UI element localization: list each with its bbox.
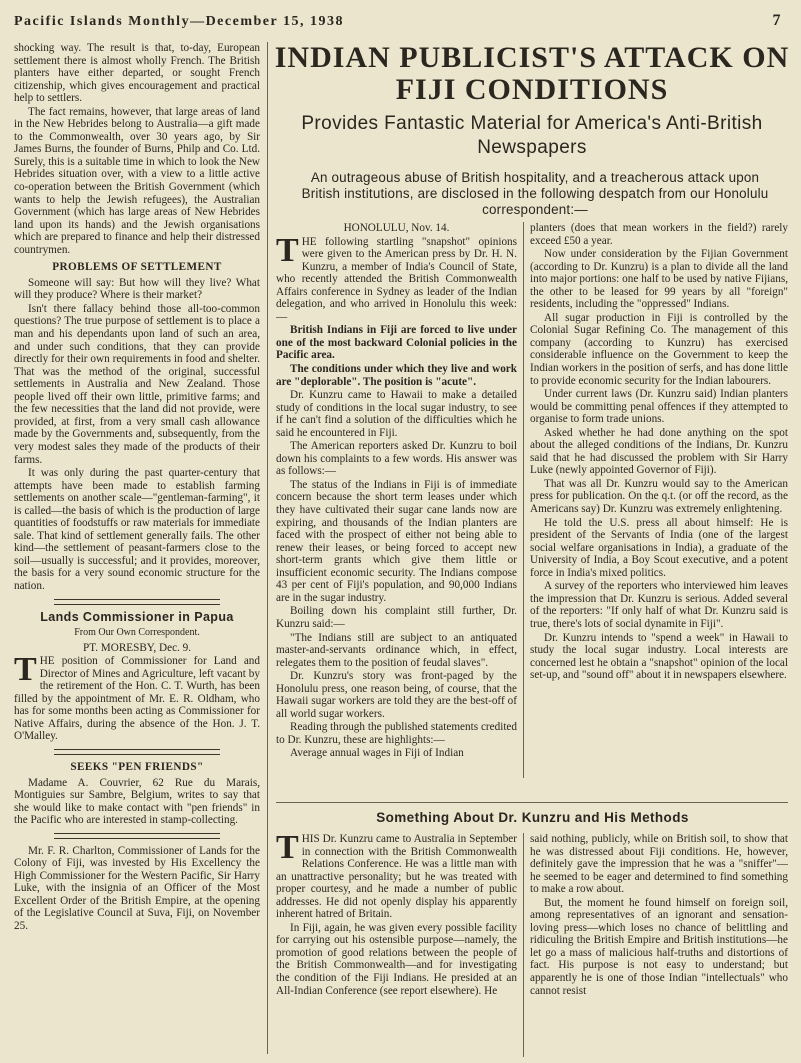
drop-cap: T	[14, 651, 37, 689]
main-column-2	[530, 222, 788, 778]
paragraph: But, the moment he found himself on foreign soil, among representatives of an ignorant and sensation-loving press—which loses no chance of belittling and ridiculing the British Empire and British institutions—he let go a mass of malicious half-truths and distortions of fact. His purpose is not easy to understand; but apparently he is one of those Indian "intellectuals" who cannot resist	[530, 896, 788, 997]
intro: An outrageous abuse of British hospitality, and a treacherous attack upon British institutions, are disclosed in the following despatch from our Honolulu correspondent:—	[301, 170, 769, 217]
paragraph: Dr. Kunzru came to Hawaii to make a detailed study of conditions in the local sugar industry, to see if he can't find a solution of the difficulties which he said he encountered in Fiji.	[276, 389, 517, 439]
paragraph: "The Indians still are subject to an antiquated master-and-servants ordinance which, in effect, relegates them to the position of feudal slaves".	[276, 631, 517, 669]
paragraph: The American reporters asked Dr. Kunzru to boil down his complaints to a few words. His answer was as follows:—	[276, 440, 517, 478]
column-rule-middle-top	[523, 222, 524, 778]
paragraph: The status of the Indians in Fiji is of immediate concern because the short term leases under which they have cultivated their sugar cane lands now are expiring, and thousands of the Indian planters are faced with the prospect of either not being able to renew their leases, or being forced to accept new short-term grants which give them little or insufficient economic security. The Indians compose 43 per cent of Fiji's population, and 90,000 Indians are in the sugar industry.	[276, 478, 517, 604]
paragraph: Now under consideration by the Fijian Government (according to Dr. Kunzru) is a plan to divide all the land into major portions: one half to be used by native Fijians, the other to be leased for 99 years by all "foreign" residents, including the "oppressed" Indians.	[530, 248, 788, 311]
paragraph: Madame A. Couvrier, 62 Rue du Marais, Montiguies sur Sambre, Belgium, writes to say that she would like to make contact with "pen friends" in the Pacific who are interested in stamp-collecting.	[14, 776, 260, 827]
second-column-1	[276, 833, 517, 1057]
left-column	[14, 42, 260, 1054]
paragraph: He told the U.S. press all about himself: He is president of the Servants of India (one of the largest social welfare organisations in India), a graduate of the University of India, a Boy Scout executive, and a potent force in India's mixed politics.	[530, 516, 788, 579]
drop-cap: T	[276, 231, 299, 269]
paragraph: It was only during the past quarter-century that attempts have been made to establish farming settlements on another scale—"gentleman-farming", it is called—the basis of which is the production of large quantities of foodstuffs or raw materials for immediate sale. That kind of settlement generally fails. The other kind—the settlement of peasant-farmers close to the soil—usually is successful; and it provides, moreover, the basis for a very sound economic structure for the nation.	[14, 467, 260, 592]
divider	[54, 749, 220, 755]
paragraph: Isn't there fallacy behind those all-too-common questions? The true purpose of settlement is to place a man and his dependants upon land of such an area, and under such conditions, that they can provide directly for their own requirements in food and shelter. That was the method of the original, successful settlements in Australia and New Zealand. Those people lived off their own little, primitive farms; and the few necessities that the land did not provide, were provided, at first, from a very small cash allowance made by the Governments and, subsequently, from the very modest sales they made of the products of their farms.	[14, 302, 260, 466]
paragraph: Average annual wages in Fiji of Indian	[290, 747, 464, 760]
lead-text: HE following startling "snapshot" opinions were given to the American press by Dr. H. N. Kunzru, a member of India's Council of State, who recently attended the British Commonwealth Affairs conference in Sydney as leader of the Indian delegation, and who arrived in Honolulu this week:—	[276, 235, 517, 323]
paragraph: said nothing, publicly, while on British soil, to show that he was distressed about Fiji conditions. He, however, definitely gave the impression that he was a "sniffer"—he seemed to be eager and determined to find something to make a row about.	[530, 833, 788, 896]
paragraph: Dr. Kunzru intends to "spend a week" in Hawaii to study the local sugar industry. Local interests are concerned lest he obtain a "snapshot" opinion of the local set-up, and "sound off" about it in newspapers elsewhere.	[530, 631, 788, 682]
papua-paragraph	[14, 651, 260, 743]
paragraph: Under current laws (Dr. Kunzru said) Indian planters would be committing penal offences if they attempted to organise to form trade unions.	[530, 388, 788, 426]
drop-cap: T	[276, 833, 299, 866]
paragraph: Reading through the published statements credited to Dr. Kunzru, these are highlights:—	[276, 721, 517, 746]
heading-pen-friends: SEEKS "PEN FRIENDS"	[70, 760, 204, 773]
bold-item: British Indians in Fiji are forced to live under one of the most backward Colonial policies in the Pacific area.	[276, 324, 517, 362]
subheading-problems: PROBLEMS OF SETTLEMENT	[52, 261, 222, 274]
column-rule-left	[267, 42, 268, 1054]
lead-paragraph	[276, 231, 517, 324]
divider	[54, 833, 220, 839]
paragraph: Asked whether he had done anything on the spot about the alleged conditions of the Indians, Dr. Kunzru said that he had discussed the problem with Sir Harry Luke (newly appointed Governor of Fiji).	[530, 426, 788, 477]
lead-text: HIS Dr. Kunzru came to Australia in September in connection with the British Commonwealth Relations Conference. He was a little man with an unattractive personality; but he was treated with proper courtesy, and he made a number of public addresses. He did not openly display his apparently inherent hatred of Britain.	[276, 833, 517, 921]
headline: INDIAN PUBLICIST'S ATTACK ON FIJI CONDITIONS	[274, 41, 790, 106]
byline: From Our Own Correspondent.	[74, 627, 200, 639]
main-column-1	[276, 222, 517, 778]
column-rule-middle-bottom	[523, 833, 524, 1057]
running-head	[14, 14, 786, 34]
papua-text: HE position of Commissioner for Land and Director of Mines and Agriculture, left vacant by the retirement of the Hon. C. T. Wurth, has been filled by the appointment of Mr. E. R. Oldham, who has for some months been acting as Commissioner for Native Affairs, during the absence of the Hon. J. T. O'Malley.	[14, 655, 260, 743]
section-heading-kunzru: Something About Dr. Kunzru and His Methods	[376, 810, 689, 825]
section-rule	[276, 802, 788, 803]
dateline: HONOLULU, Nov. 14.	[343, 222, 450, 234]
paragraph: The fact remains, however, that large areas of land in the New Hebrides belong to Australia—a gift made to the Commonwealth, over 30 years ago, by Sir James Burns, the founder of Burns, Philp and Co. Ltd. Surely, this is a suitable time in which to look the New Hebrides situation over, with a view to a little active co-operation between the British Government (which wants to help the Jewish refugees), the Australian Government (which has large areas of New Hebrides land upon its hands) and the Jewish organisations which are prepared to finance and help their distressed countrymen.	[14, 105, 260, 256]
page-number: 7	[772, 12, 782, 29]
divider	[54, 599, 220, 605]
bold-item: The conditions under which they live and work are "deplorable". The position is "acute".	[276, 363, 517, 388]
paragraph: A survey of the reporters who interviewed him leaves the impression that Dr. Kunzru is serious. Added several of the reporters: "If only half of what Dr. Kunzru said is true, there's lots of social dynamite in Fiji".	[530, 580, 788, 630]
paragraph: shocking way. The result is that, to-day, European settlement there is almost wholly French. The British planters have either departed, or sought French citizenship, which gives encouragement and practical help to settlers.	[14, 42, 260, 105]
heading-papua: Lands Commissioner in Papua	[40, 609, 234, 624]
paragraph: planters (does that mean workers in the field?) rarely exceed £50 a year.	[530, 222, 788, 247]
paragraph: Boiling down his complaint still further, Dr. Kunzru said:—	[276, 605, 517, 630]
paragraph: That was all Dr. Kunzru would say to the American press for publication. On the q.t. (or off the record, as the Americans say) Dr. Kunzru was extremely enlightening.	[530, 477, 788, 516]
deck: Provides Fantastic Material for America's Anti-British Newspapers	[301, 113, 763, 158]
second-column-2	[530, 833, 788, 1057]
paragraph: Mr. F. R. Charlton, Commissioner of Lands for the Colony of Fiji, was invested by His Excellency the High Commissioner for the Western Pacific, Sir Harry Luke, with the insignia of an Officer of the Most Excellent Order of the British Empire, at the opening of the Legislative Council at Suva, Fiji, on November 25.	[14, 844, 260, 932]
lead-paragraph	[276, 833, 517, 921]
paragraph: All sugar production in Fiji is controlled by the Colonial Sugar Refining Co. The management of this company (according to Kunzru) has exercised considerable influence on the Government to keep the Indian workers in the position of serfs, and has done little to provide economic security for the Indian labourers.	[530, 311, 788, 387]
dateline: PT. MORESBY, Dec. 9.	[82, 641, 192, 654]
paragraph: In Fiji, again, he was given every possible facility for carrying out his ostensible purpose—namely, the promotion of good relations between the people of the British Commonwealth—and for investigating the condition of the Fiji Indians. He presided at an All-Indian Conference (see report elsewhere). He	[276, 921, 517, 997]
running-head-title: Pacific Islands Monthly—December 15, 1938	[14, 14, 344, 29]
paragraph: Dr. Kunzru's story was front-paged by the Honolulu press, one reason being, of course, that the Hawaii sugar workers are told they are the best-off of all world sugar workers.	[276, 670, 517, 720]
paragraph: Someone will say: But how will they live? What will they produce? Where is their market?	[14, 276, 260, 302]
